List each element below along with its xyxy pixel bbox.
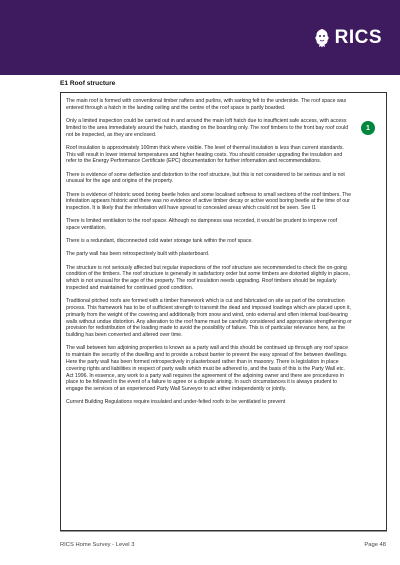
paragraph: The main roof is formed with conventional timber rafters and purlins, with sarking felt to the underside. The roof space was entered through a hatch in the landing ceiling and the centre of the roof space is partly boarded. xyxy=(66,98,347,111)
logo-text: RICS xyxy=(334,27,382,48)
paragraph: The party wall has been retrospectively built with plasterboard. xyxy=(66,251,210,258)
footer-survey-title: RICS Home Survey - Level 3 xyxy=(60,542,135,548)
paragraph: There is a redundant, disconnected cold water storage tank within the roof space. xyxy=(66,238,253,245)
paragraph: Traditional pitched roofs are formed with a timber framework which is cut and fabricated on site as part of the construction process. This framework has to be of sufficient strength to transmit the dead and imposed loadings which are placed upon it, primarily from the weight of the covering and additionally from snow and wind, onto external and often internal load-bearing walls without undue distortion. Any alteration to the roof frame must be carefully considered and appropriate strengthening or provision for redistribution of the loading made to avoid the possibility of failure. This is of particular relevance here, as the building has been converted and altered over time. xyxy=(66,298,352,339)
lion-crest-icon xyxy=(313,28,331,48)
paragraph: The structure is not seriously affected but regular inspections of the roof structure are recommended to check the on-going condition of the timbers. The roof structure is generally in satisfactory order but some timbers are distorted slightly in places, which is not unusual for the age of the property. The roof insulation needs upgrading. Roof timbers should be regularly inspected and maintained for continued good condition. xyxy=(66,264,350,292)
section-title: E1 Roof structure xyxy=(60,80,116,87)
paragraph: Only a limited inspection could be carried out in and around the main loft hatch due to insufficient safe access, with access limited to the area immediately around the hatch, standing on the boarding only. The roof timbers to the front bay roof could not be inspected, as they are enclosed. xyxy=(66,117,349,138)
paragraph: There is limited ventilation to the roof space. Although no dampness was recorded, it would be prudent to improve roof space ventilation. xyxy=(66,218,338,232)
condition-rating-badge: 1 xyxy=(361,121,375,135)
paragraph: Roof insulation is approximately 100mm thick where visible. The level of thermal insulation is less than current standards. This will result in lower internal temperatures and higher heating costs. You should consider upgrading the insulation and refer to the Energy Performance Certificate (EPC) documentation for further information and recommendations. xyxy=(66,144,344,165)
paragraph: There is evidence of some deflection and distortion to the roof structure, but this is not considered to be serious and is not unusual for the age and origins of the property. xyxy=(66,171,345,185)
paragraph: Current Building Regulations require insulated and under-felted roofs to be ventilated to prevent xyxy=(66,399,286,406)
paragraph: The wall between two adjoining properties is known as a party wall and this should be continued up through any roof space to maintain the security of the dwelling and to provide a robust barrier to prevent the easy spread of fire between dwellings. Here the party wall has been formed retrospectively in plasterboard rather than in masonry. There is legislation in place covering rights and liabilities in respect of party walls which must be adhered to, and the basis of this is the Party Wall etc. Act 1996. In essence, any work to a party wall requires the agreement of the adjoining owner and there are procedures in place to be followed in the event of a failure to agree or a dispute arising. In such circumstances it is always prudent to engage the services of an experienced Party Wall Surveyor to act either independently or jointly. xyxy=(66,345,349,393)
footer-divider xyxy=(60,531,387,532)
header-banner xyxy=(0,0,400,75)
paragraph: There is evidence of historic wood boring beetle holes and some localised softness to small sections of the roof timbers. The infestation appears historic and there was no evidence of active timber decay or active wood boring beetle at the time of our inspection. It is likely that the infestation will have spread to concealed areas which could not be seen. See I1 xyxy=(66,191,352,212)
content-box xyxy=(60,92,387,531)
rics-logo xyxy=(313,27,382,49)
footer-page-number: Page 48 xyxy=(364,542,386,548)
